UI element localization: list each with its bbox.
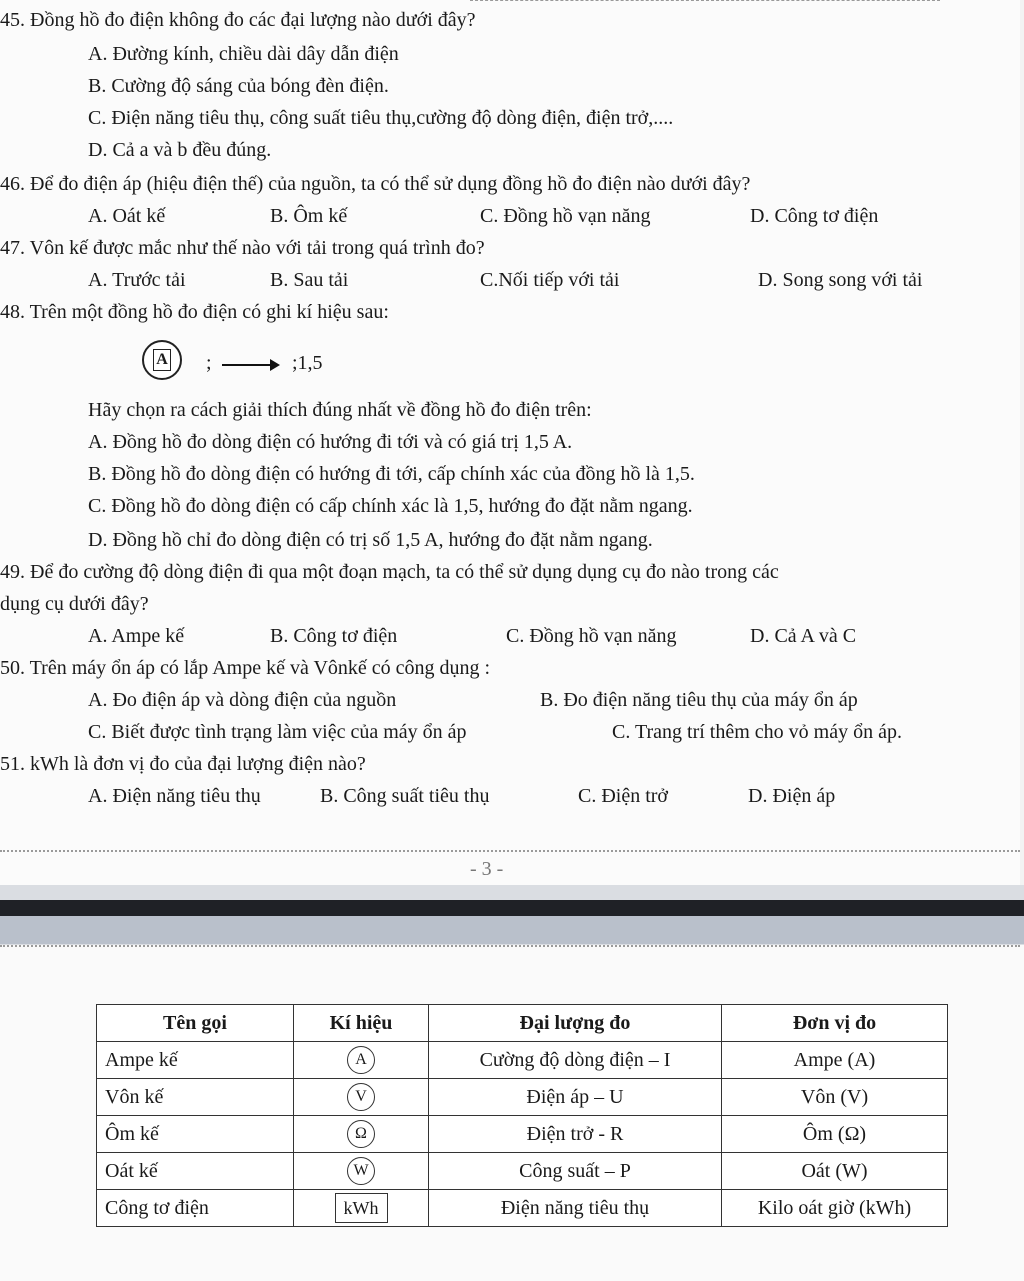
- table-row: [97, 1079, 948, 1116]
- q51-option-c: C. Điện trở: [578, 785, 669, 807]
- row-quantity: Điện trở - R: [429, 1116, 722, 1153]
- header-quantity: Đại lượng đo: [429, 1005, 722, 1042]
- voltmeter-icon: V: [347, 1083, 375, 1111]
- q46-option-d: D. Công tơ điện: [750, 205, 879, 227]
- meter-table: [96, 1004, 948, 1227]
- q46-option-b: B. Ôm kế: [270, 205, 348, 227]
- header-symbol: Kí hiệu: [294, 1005, 429, 1042]
- q49-option-d: D. Cả A và C: [750, 625, 857, 647]
- meter-symbol: [142, 340, 342, 380]
- row-quantity: Cường độ dòng điện – I: [429, 1042, 722, 1079]
- q46-option-a: A. Oát kế: [88, 205, 166, 227]
- q47-option-d: D. Song song với tải: [758, 269, 923, 291]
- q47-option-b: B. Sau tải: [270, 269, 349, 291]
- row-name: Công tơ điện: [97, 1190, 294, 1227]
- question-49-cont: dụng cụ dưới đây?: [0, 593, 149, 615]
- ammeter-symbol-icon: A: [142, 340, 182, 380]
- q50-option-d: C. Trang trí thêm cho vỏ máy ổn áp.: [612, 721, 902, 743]
- q48-prompt: Hãy chọn ra cách giải thích đúng nhất về đồng hồ đo điện trên:: [88, 399, 592, 421]
- q45-option-a: A. Đường kính, chiều dài dây dẫn điện: [88, 43, 399, 65]
- q47-option-a: A. Trước tải: [88, 269, 186, 291]
- row-quantity: Công suất – P: [429, 1153, 722, 1190]
- question-50: 50. Trên máy ổn áp có lắp Ampe kế và Vônkế có công dụng :: [0, 657, 491, 679]
- q51-option-d: D. Điện áp: [748, 785, 836, 807]
- row-symbol: [294, 1153, 429, 1190]
- q51-option-a: A. Điện năng tiêu thụ: [88, 785, 261, 807]
- energy-meter-icon: kWh: [335, 1193, 388, 1223]
- q45-option-d: D. Cả a và b đều đúng.: [88, 139, 272, 161]
- q51-option-b: B. Công suất tiêu thụ: [320, 785, 490, 807]
- page-footer-divider: [0, 850, 1020, 852]
- q49-option-a: A. Ampe kế: [88, 625, 185, 647]
- q48-option-d: D. Đồng hồ chỉ đo dòng điện có trị số 1,5 A, hướng đo đặt nằm ngang.: [88, 529, 653, 551]
- row-unit: Oát (W): [722, 1153, 948, 1190]
- row-name: Vôn kế: [97, 1079, 294, 1116]
- row-name: Ôm kế: [97, 1116, 294, 1153]
- row-name: Oát kế: [97, 1153, 294, 1190]
- arrow-right-icon: [222, 364, 272, 366]
- row-unit: Kilo oát giờ (kWh): [722, 1190, 948, 1227]
- table-row: [97, 1153, 948, 1190]
- q48-option-c: C. Đồng hồ đo dòng điện có cấp chính xác là 1,5, hướng đo đặt nằm ngang.: [88, 495, 693, 517]
- row-unit: Vôn (V): [722, 1079, 948, 1116]
- row-symbol: [294, 1190, 429, 1227]
- page-gap-shadow: [0, 916, 1024, 944]
- q50-option-a: A. Đo điện áp và dòng điện của nguồn: [88, 689, 397, 711]
- row-name: Ampe kế: [97, 1042, 294, 1079]
- table-row: [97, 1042, 948, 1079]
- row-symbol: [294, 1079, 429, 1116]
- q50-option-c: C. Biết được tình trạng làm việc của máy ổn áp: [88, 721, 467, 743]
- q46-option-c: C. Đồng hồ vạn năng: [480, 205, 651, 227]
- row-unit: Ampe (A): [722, 1042, 948, 1079]
- page-top-divider: [0, 945, 1020, 947]
- page-gap-dark-bar: [0, 900, 1024, 916]
- row-symbol: [294, 1042, 429, 1079]
- q45-option-c: C. Điện năng tiêu thụ, công suất tiêu thụ,cường độ dòng điện, điện trở,....: [88, 107, 674, 129]
- q50-option-b: B. Đo điện năng tiêu thụ của máy ổn áp: [540, 689, 858, 711]
- row-quantity: Điện áp – U: [429, 1079, 722, 1116]
- q48-option-b: B. Đồng hồ đo dòng điện có hướng đi tới, cấp chính xác của đồng hồ là 1,5.: [88, 463, 695, 485]
- q49-option-c: C. Đồng hồ vạn năng: [506, 625, 677, 647]
- question-48: 48. Trên một đồng hồ đo điện có ghi kí hiệu sau:: [0, 301, 389, 323]
- table-row: [97, 1116, 948, 1153]
- wattmeter-icon: W: [347, 1157, 375, 1185]
- header-name: Tên gọi: [97, 1005, 294, 1042]
- accuracy-class-value: ;1,5: [292, 352, 323, 374]
- ohmmeter-icon: Ω: [347, 1120, 375, 1148]
- question-47: 47. Vôn kế được mắc như thế nào với tải trong quá trình đo?: [0, 237, 485, 259]
- q47-option-c: C.Nối tiếp với tải: [480, 269, 620, 291]
- ammeter-icon: A: [347, 1046, 375, 1074]
- header-unit: Đơn vị đo: [722, 1005, 948, 1042]
- table-row: [97, 1190, 948, 1227]
- page-number: - 3 -: [470, 858, 504, 880]
- question-45: 45. Đồng hồ đo điện không đo các đại lượng nào dưới đây?: [0, 9, 476, 31]
- q45-option-b: B. Cường độ sáng của bóng đèn điện.: [88, 75, 389, 97]
- row-quantity: Điện năng tiêu thụ: [429, 1190, 722, 1227]
- symbol-semicolon: ;: [206, 352, 212, 374]
- top-dashed-mark: [470, 0, 940, 4]
- row-unit: Ôm (Ω): [722, 1116, 948, 1153]
- q49-option-b: B. Công tơ điện: [270, 625, 398, 647]
- question-49: 49. Để đo cường độ dòng điện đi qua một đoạn mạch, ta có thể sử dụng dụng cụ đo nào trong các: [0, 561, 779, 583]
- table-header-row: [97, 1005, 948, 1042]
- q48-option-a: A. Đồng hồ đo dòng điện có hướng đi tới và có giá trị 1,5 A.: [88, 431, 573, 453]
- question-46: 46. Để đo điện áp (hiệu điện thế) của nguồn, ta có thể sử dụng đồng hồ đo điện nào dưới đây?: [0, 173, 751, 195]
- question-51: 51. kWh là đơn vị đo của đại lượng điện nào?: [0, 753, 366, 775]
- row-symbol: [294, 1116, 429, 1153]
